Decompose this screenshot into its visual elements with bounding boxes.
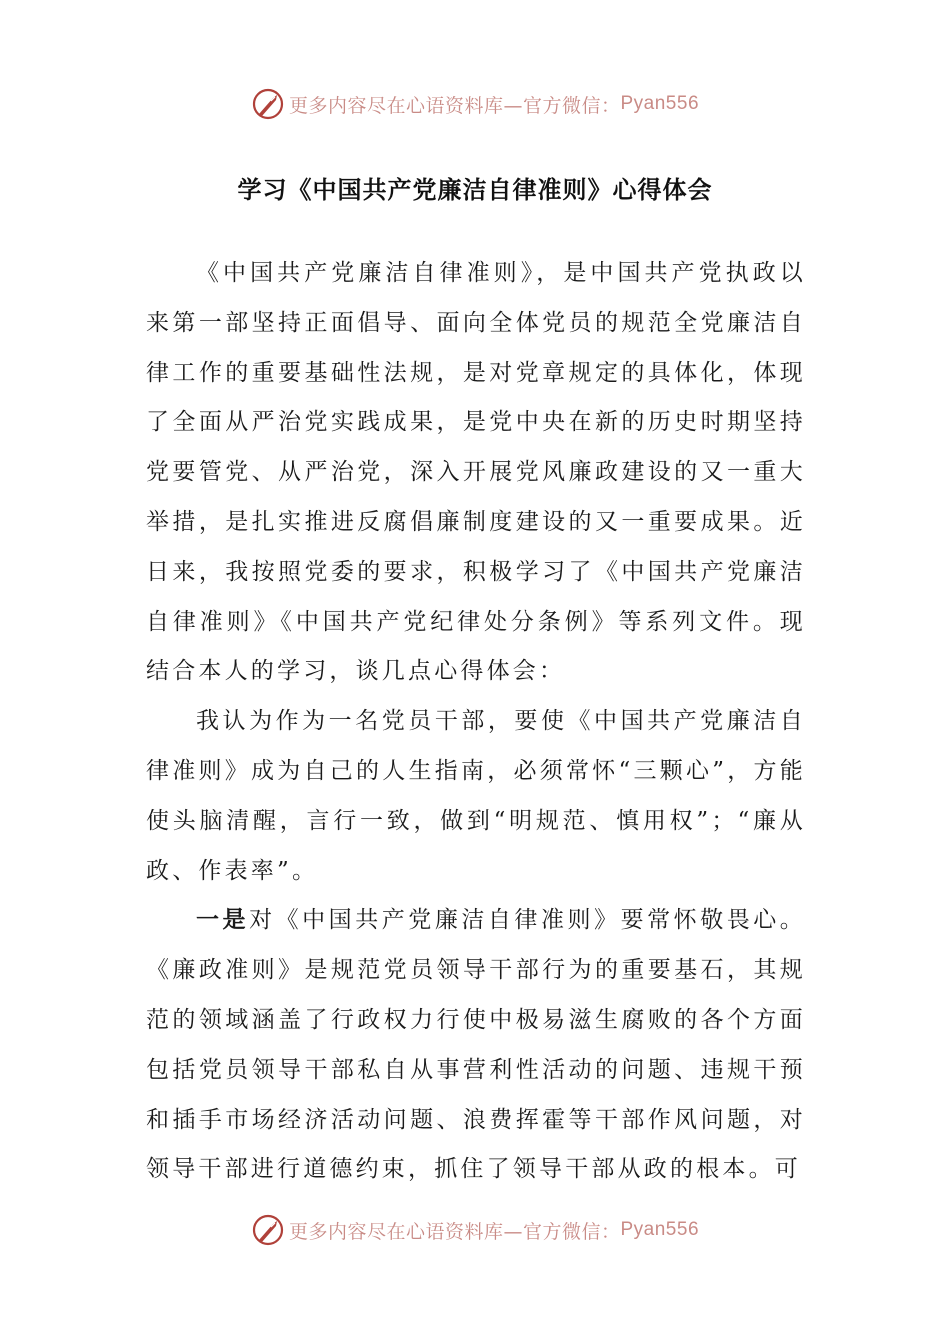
wechat-id: Pyan556 [620, 93, 700, 114]
document-title: 学习《中国共产党廉洁自律准则》心得体会 [237, 176, 713, 204]
section-one-text: 对《中国共产党廉洁自律准则》要常怀敬畏心。《廉政准则》是规范党员领导干部行为的重要基石，其规范的领域涵盖了行政权力行使中极易滋生腐败的各个方面包括党员领导干部私自从事营利性活动的问题、违规干预和插手市场经济活动问题、浪费挥霍等干部作风问题，对领导干部进行道德约束，抓住了领导干部从政的根本。可 [146, 907, 806, 1183]
pen-nib-circle-icon [251, 1213, 285, 1247]
document-body [146, 249, 806, 1195]
paragraph-intro: 《中国共产党廉洁自律准则》，是中国共产党执政以来第一部坚持正面倡导、面向全体党员的规范全党廉洁自律工作的重要基础性法规，是对党章规定的具体化，体现了全面从严治党实践成果，是党中央在新的历史时期坚持党要管党、从严治党，深入开展党风廉政建设的又一重大举措，是扎实推进反腐倡廉制度建设的又一重要成果。近日来，我按照党委的要求，积极学习了《中国共产党廉洁自律准则》《中国共产党纪律处分条例》等系列文件。现结合本人的学习，谈几点心得体会： [146, 260, 806, 685]
paragraph-three-hearts: 我认为作为一名党员干部，要使《中国共产党廉洁自律准则》成为自己的人生指南，必须常怀“三颗心”，方能使头脑清醒，言行一致，做到“明规范、慎用权”；“廉从政、作表率”。 [146, 708, 806, 884]
section-lead: 一是 [196, 907, 250, 934]
wechat-id: Pyan556 [620, 1219, 700, 1240]
footer-watermark-banner [0, 1210, 950, 1250]
watermark-text: 更多内容尽在心语资料库—官方微信： [288, 94, 621, 117]
pen-nib-circle-icon [251, 87, 285, 121]
header-watermark-banner [0, 84, 950, 124]
watermark-text: 更多内容尽在心语资料库—官方微信： [288, 1220, 621, 1243]
paragraph-section-one [146, 896, 806, 1195]
